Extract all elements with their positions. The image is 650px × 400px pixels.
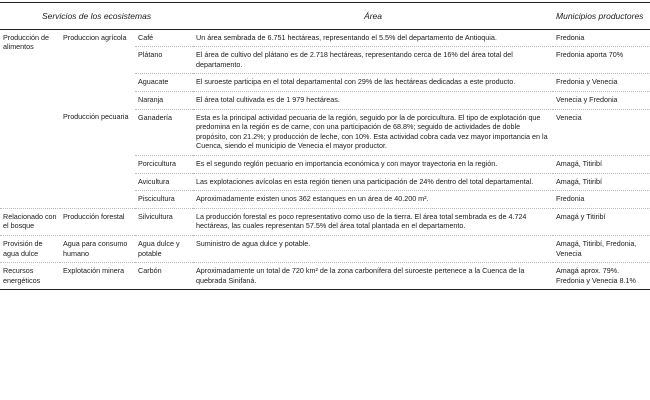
municipios-cell: Venecia <box>553 109 650 155</box>
municipios-cell: Amagá aprox. 79%. Fredonia y Venecia 8.1% <box>553 263 650 290</box>
municipios-cell: Amagá, Titiribí, Fredonia, Venecia <box>553 235 650 262</box>
subcategory-cell: Producción forestal <box>60 208 135 235</box>
header-row <box>0 3 650 30</box>
category-cell: Relacionado con el bosque <box>0 208 60 235</box>
category-cell: Recursos energéticos <box>0 263 60 290</box>
area-cell: Las explotaciones avícolas en esta región tienen una participación de 24% dentro del total departamental. <box>193 173 553 191</box>
area-cell: Aproximadamente un total de 720 km² de la zona carbonífera del suroeste pertenece a la Cuenca de la quebrada Sinifaná. <box>193 263 553 290</box>
category-cell: Producción de alimentos <box>3 32 49 52</box>
item-cell: Porcicultura <box>135 155 193 173</box>
item-cell: Ganadería <box>135 109 193 155</box>
table-row <box>0 263 650 290</box>
subcategory-cell: Explotación minera <box>60 263 135 290</box>
category-cell: Provisión de agua dulce <box>0 235 60 262</box>
municipios-cell: Amagá, Titiribí <box>553 155 650 173</box>
item-cell: Avicultura <box>135 173 193 191</box>
municipios-cell: Amagá, Titiribí <box>553 173 650 191</box>
subcategory-cell: Agua para consumo humano <box>60 235 135 262</box>
municipios-cell: Amagá y Titiribí <box>553 208 650 235</box>
header-municipios: Municipios productores <box>553 3 650 30</box>
area-cell: El área de cultivo del plátano es de 2.718 hectáreas, representando cerca de 16% del área total del departamento. <box>193 47 553 74</box>
header-area: Área <box>193 3 553 30</box>
header-servicios: Servicios de los ecosistemas <box>0 3 193 30</box>
item-cell: Silvicultura <box>135 208 193 235</box>
area-cell: El suroeste participa en el total departamental con 29% de las hectáreas dedicadas a este producto. <box>193 74 553 92</box>
area-cell: Esta es la principal actividad pecuaria de la región, seguido por la de porcicultura. El tipo de explotación que predomina en la región es de carne, con una participación de 68.8%; seguido de actividades de doble propósito, con 21.2%; y producción de leche, con 10%. Esta actividad cobra cada vez mayor importancia en la Cuenca, siendo el municipio de Venecia el mayor productor. <box>193 109 553 155</box>
municipios-cell: Venecia y Fredonia <box>553 91 650 109</box>
area-cell: Es el segundo reglón pecuario en importancia económica y con mayor trayectoria en la región. <box>193 155 553 173</box>
table-row <box>0 208 650 235</box>
municipios-cell: Fredonia y Venecia <box>553 74 650 92</box>
table-row <box>0 109 650 155</box>
item-cell: Agua dulce y potable <box>135 235 193 262</box>
ecosystem-services-table <box>0 2 650 290</box>
table-row <box>0 29 650 47</box>
municipios-cell: Fredonia <box>553 191 650 209</box>
item-cell: Piscicultura <box>135 191 193 209</box>
table-row <box>0 235 650 262</box>
area-cell: Suministro de agua dulce y potable. <box>193 235 553 262</box>
subcategory-cell: Produccion agrícola <box>63 32 127 42</box>
municipios-cell: Fredonia aporta 70% <box>553 47 650 74</box>
area-cell: La producción forestal es poco representativo como uso de la tierra. El área total sembrada es de 4.724 hectáreas, las cuales representan 57.5% del área total plantada en el departamento. <box>193 208 553 235</box>
municipios-cell: Fredonia <box>556 32 585 42</box>
item-cell: Carbón <box>135 263 193 290</box>
subcategory-cell: Producción pecuaria <box>63 112 129 122</box>
area-cell: Aproximadamente existen unos 362 estanques en un área de 40.200 m². <box>193 191 553 209</box>
item-cell: Aguacate <box>135 74 193 92</box>
item-cell: Plátano <box>135 47 193 74</box>
area-cell: Un área sembrada de 6.751 hectáreas, representando el 5.5% del departamento de Antioquia. <box>196 32 497 42</box>
area-cell: El área total cultivada es de 1 979 hectáreas. <box>193 91 553 109</box>
item-cell: Naranja <box>135 91 193 109</box>
item-cell: Café <box>138 32 154 42</box>
